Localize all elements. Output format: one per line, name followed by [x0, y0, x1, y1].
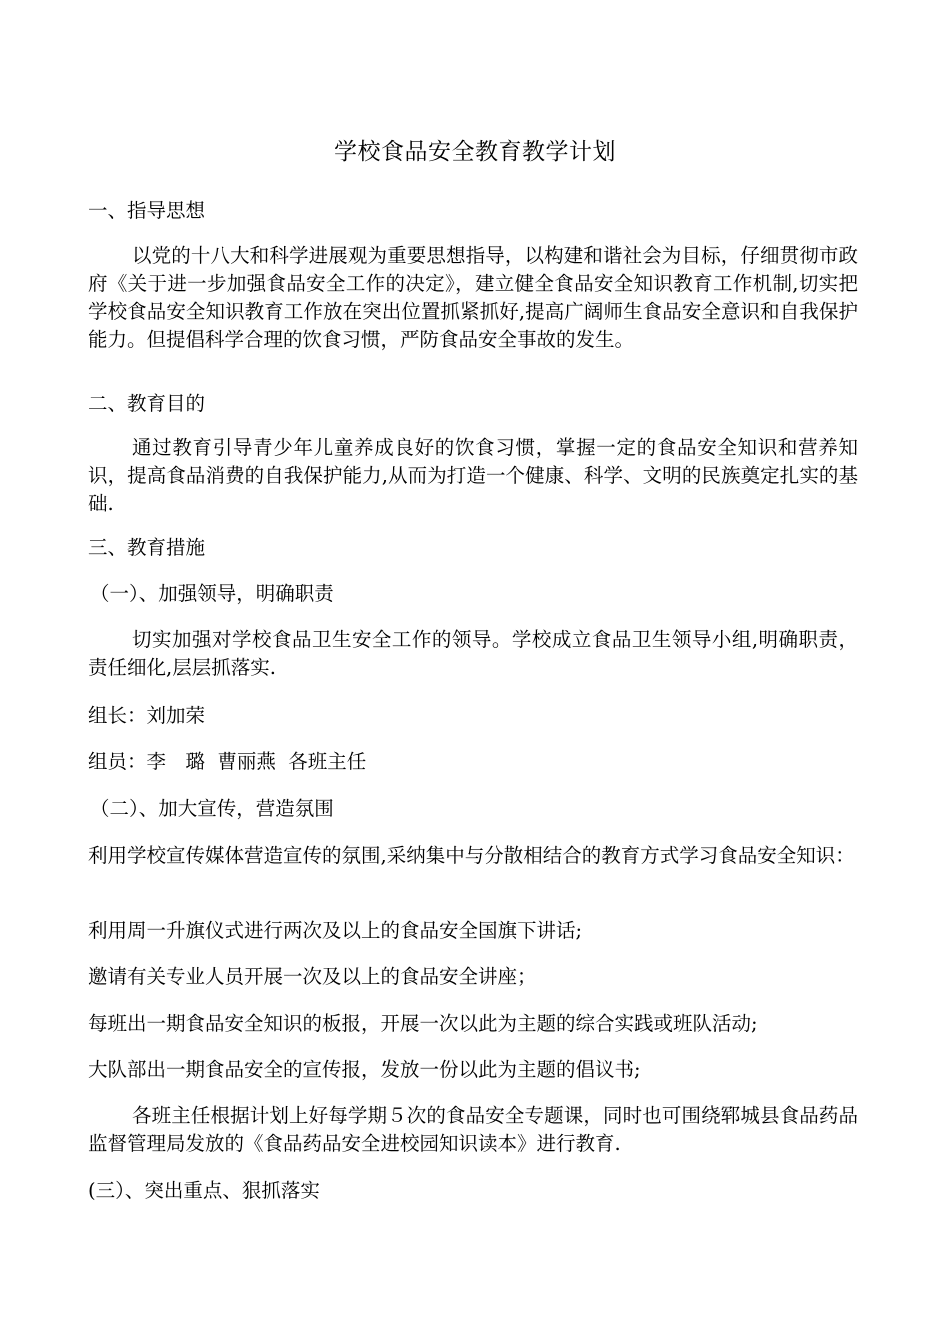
- section-heading-education-purpose: 二、教育目的: [88, 392, 206, 415]
- list-item: 邀请有关专业人员开展一次及以上的食品安全讲座；: [88, 965, 537, 988]
- group-members-line: 组员：李 璐 曹丽燕 各班主任: [88, 750, 367, 773]
- paragraph-leadership: 切实加强对学校食品卫生安全工作的领导。学校成立食品卫生领导小组,明确职责，责任细化,层层抓落实.: [88, 628, 858, 679]
- group-leader-line: 组长：刘加荣: [88, 704, 206, 727]
- list-item: 每班出一期食品安全知识的板报，开展一次以此为主题的综合实践或班队活动;: [88, 1012, 758, 1035]
- paragraph-class-teachers: 各班主任根据计划上好每学期５次的食品安全专题课，同时也可围绕郓城县食品药品监督管理局发放的《食品药品安全进校园知识读本》进行教育.: [88, 1104, 858, 1155]
- paragraph-education-purpose: 通过教育引导青少年儿童养成良好的饮食习惯，掌握一定的食品安全知识和营养知识，提高食品消费的自我保护能力,从而为打造一个健康、科学、文明的民族奠定扎实的基础.: [88, 436, 858, 515]
- section-heading-guiding-ideology: 一、指导思想: [88, 199, 206, 222]
- section-heading-education-measures: 三、教育措施: [88, 536, 206, 559]
- paragraph-publicity-intro: 利用学校宣传媒体营造宣传的氛围,采纳集中与分散相结合的教育方式学习食品安全知识：: [88, 844, 855, 867]
- list-item: 大队部出一期食品安全的宣传报，发放一份以此为主题的倡议书;: [88, 1058, 641, 1081]
- list-item: 利用周一升旗仪式进行两次及以上的食品安全国旗下讲话;: [88, 919, 583, 942]
- paragraph-guiding-ideology: 以党的十八大和科学进展观为重要思想指导，以构建和谐社会为目标，仔细贯彻市政府《关于进一步加强食品安全工作的决定》，建立健全食品安全知识教育工作机制,切实把学校食品安全知识教育工作放在突出位置抓紧抓好,提高广阔师生食品安全意识和自我保护能力。但提倡科学合理的饮食习惯，严防食品安全事故的发生。: [88, 244, 858, 351]
- subsection-heading-focus: (三）、突出重点、狠抓落实: [88, 1179, 320, 1202]
- subsection-heading-publicity: （二）、加大宣传，营造氛围: [90, 797, 334, 820]
- document-title: 学校食品安全教育教学计划: [334, 139, 616, 165]
- subsection-heading-leadership: （一）、加强领导，明确职责: [90, 582, 334, 605]
